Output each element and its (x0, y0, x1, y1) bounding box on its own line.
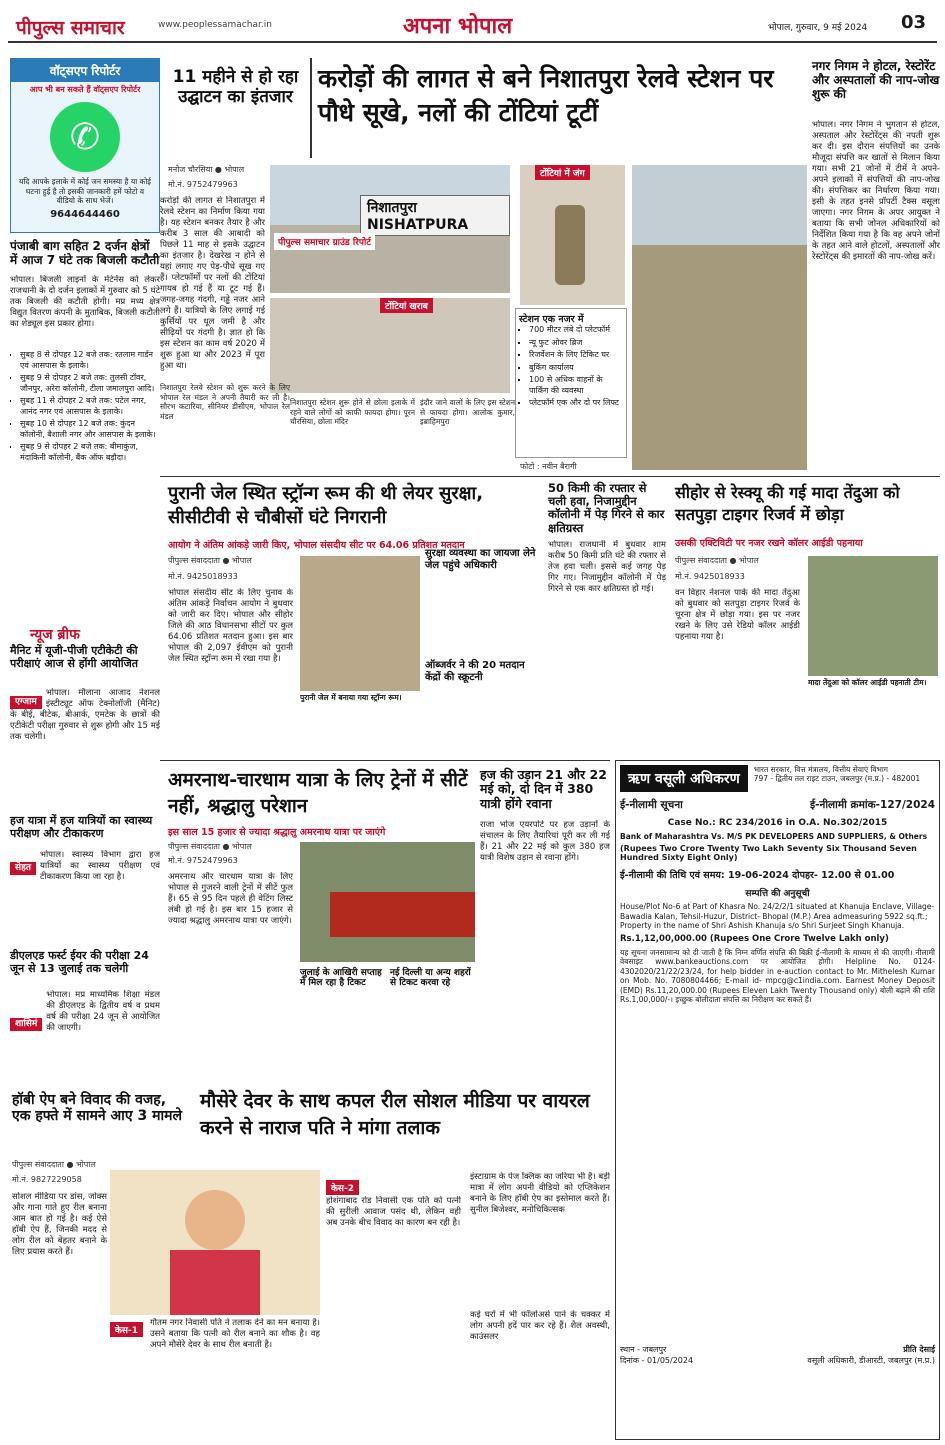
brief-headline-2: हज यात्रा में हज यात्रियों का स्वास्थ्य परीक्षण और टीकाकरण (10, 814, 153, 840)
row-rule (160, 476, 940, 477)
ad-title: ऋण वसूली अधिकरण (620, 765, 748, 792)
reel-headline: मौसेरे देवर के साथ कपल रील सोशल मीडिया पर वायरल करने से नाराज पति ने मांगा तलाक (200, 1090, 590, 1139)
amar-sub2: नई दिल्ली या अन्य शहरों से टिकट करवा रहे (390, 968, 471, 989)
leopard-body: वन विहार नेशनल पार्क की मादा तेंदुआ को बुधवार को सतपुड़ा टाइगर रिजर्व के चूरना क्षेत्र में छोड़ा गया। इस पर नजर रखने के लिए उसे रेडियो कॉलर आईडी पहनाया गया है। (675, 588, 800, 642)
quote-1: निशातपुरा रेलवे स्टेशन को शुरू करने के लिए भोपाल रेल मंडल ने अपनी तैयारी कर ली है। सौरभ कटारिया, सीनियर डीसीएम, भोपाल रेल मंडल (160, 383, 290, 421)
tag-board: शासिमं (10, 1018, 42, 1031)
train-photo (300, 842, 475, 962)
brief-body-3: शासिमं भोपाल। मप्र माध्यमिक शिक्षा मंडल की डीएलएड के द्वितीय वर्ष व प्रथम वर्ष की परीक्षा 24 जून से आयोजित की जाएगी। (10, 990, 160, 1085)
hajj-headline: हज की उड़ान 21 और 22 मई को, दो दिन में 380 यात्री होंगे रवाना (480, 767, 607, 811)
brief-headline-1: मैनिट में यूजी-पीजी एटीकेटी की परीक्षाएं आज से होंगी आयोजित (10, 644, 139, 670)
reel-illustration (110, 1170, 320, 1315)
news-brief-title: न्यूज ब्रीफ (30, 627, 80, 643)
leopard-caption: मादा तेंदुआ को कॉलर आईडी पहनाती टीम। (808, 678, 927, 687)
list-item: ▪ सुबह 9 से दोपहर 2 बजे तक: तुलसी टॉवर, जौनपुर, अरेरा कॉलोनी, टीला जमालपुरा आदि। (20, 373, 160, 394)
section-title: अपना भोपाल (403, 14, 513, 39)
jail-sub2: ऑब्जर्वर ने की 20 मतदान केंद्रों की स्क्रूटनी (425, 660, 525, 683)
strong-room-photo (300, 556, 420, 691)
whatsapp-title: वॉट्सएप रिपोर्टर (11, 59, 159, 82)
station-photo (270, 165, 510, 293)
row-rule-2 (160, 760, 610, 761)
jail-body: भोपाल संसदीय सीट के लिए चुनाव के अंतिम आंकड़े निर्वाचन आयोग ने बुधवार को जारी कर दिए। भोपाल और सीहोर जिले की आठ विधानसभा सीटों पर कुल 64.06 प्रतिशत मतदान हुआ। इस बार भोपाल की 2,097 ईवीएम को पुरानी जेल स्थित स्ट्रॉन्ग रूम में रखा गया है। (168, 588, 293, 664)
list-item: ▪ प्लेटफॉर्म एक और दो पर लिफ्ट (529, 398, 623, 409)
amar-headline: अमरनाथ-चारधाम यात्रा के लिए ट्रेनों में सीटें नहीं, श्रद्धालु परेशान (168, 769, 468, 817)
ad-date: ई-नीलामी की तिथि एवं समय: 19-06-2024 दोपहर- 12.00 से 01.00 (620, 870, 895, 881)
jail-headline: पुरानी जेल स्थित स्ट्रॉन्ग रूम की थी लेयर सुरक्षा, सीसीटीवी से चौबीसों घंटे निगरानी (168, 483, 484, 529)
masthead-rule (8, 41, 937, 43)
ad-bank: Bank of Maharashtra Vs. M/S PK DEVELOPERS AND SUPPLIERS, & Others (620, 832, 928, 841)
ad-place: स्थान - जबलपुर (620, 1344, 667, 1354)
reel-case2: होशंगाबाद रोड निवासी एक पति को पत्नी की सुरीली आवाज पसंद थी, लेकिन वही अब उनके बीच विवाद का कारण बन रही है। (326, 1196, 461, 1228)
paper-name: पीपुल्स समाचार (16, 17, 125, 39)
jail-deck: आयोग ने अंतिम आंकड़े जारी किए, भोपाल संसदीय सीट पर 64.06 प्रतिशत मतदान (168, 540, 465, 551)
site-url[interactable]: www.peoplessamachar.in (158, 20, 272, 30)
wind-headline: 50 किमी की रफ्तार से चली हवा, निजामुद्दीन कॉलोनी में पेड़ गिरने से कार क्षतिग्रस्त (548, 481, 665, 535)
ad-notice: ई-नीलामी सूचना (620, 799, 683, 811)
reel-body: गौतम नगर निवासी पति ने तलाक देने का मन बनाया है। उसने बताया कि पत्नी को रील बनाने का शौक है। वह अपने मौसेरे देवर के साथ रील बनाती है। (150, 1318, 320, 1350)
station-facts (515, 308, 627, 458)
case-1-tag: केस-1 (110, 1322, 143, 1337)
dry-plants-photo (632, 165, 807, 470)
jail-byline: पीपुल्स संवाददाता ● भोपाल (168, 556, 252, 565)
station-sign: निशातपुरा NISHATPURA (360, 195, 510, 236)
brief-body-2: सेहत भोपाल। स्वास्थ्य विभाग द्वारा हज यात्रियों का स्वास्थ्य परीक्षण एवं टीकाकरण किया जा रहा है। (10, 850, 160, 945)
list-item: ▪ रिजर्वेशन के लिए टिकिट घर (529, 350, 623, 361)
tag-rust: टोंटियां में जंग (535, 165, 590, 180)
list-item: ▪ 100 से अधिक वाहनों के पार्किंग की व्यवस्था (529, 375, 623, 396)
list-item: ▪ 700 मीटर लंबे दो प्लेटफॉर्म (529, 325, 623, 336)
leopard-deck: उसकी एक्टिविटी पर नजर रखने कॉलर आईडी पहनाया (675, 538, 863, 549)
issue-date: भोपाल, गुरुवार, 9 मई 2024 (768, 23, 868, 33)
tag-broken: टोंटियां खराब (380, 298, 433, 313)
hobby-phone: मो.नं. 9827229058 (12, 1175, 82, 1184)
list-item: ▪ सुबह 11 से दोपहर 2 बजे तक: पटेल नगर, आनंद नगर एवं आसपास के इलाके। (20, 396, 160, 417)
amar-byline: पीपुल्स संवाददाता ● भोपाल (168, 842, 252, 851)
facts-title: स्टेशन एक नजर में (519, 314, 584, 325)
whatsapp-body: यदि आपके इलाके में कोई जन समस्या है या कोई घटना हुई है तो इसकी जानकारी हमें फोटो व वीडियो के साथ भेजें। (19, 177, 151, 205)
nn-headline: नगर निगम ने होटल, रेस्टोरेंट और अस्पतालों की नाप-जोख शुरू की (812, 59, 940, 101)
drt-notice (615, 760, 940, 1440)
whatsapp-icon: ✆ (50, 102, 120, 172)
main-kicker: 11 महीने से हो रहा उद्घाटन का इंतजार (172, 67, 299, 107)
ad-body: यह सूचना जनसामान्य को दी जाती है कि निम्न वर्णित संपत्ति की बिक्री ई-नीलामी के माध्यम से की जाएगी। नीलामी वेबसाइट www.bankeauctions.com पर आयोजित होगी। Helpline No. 0124-4302020/21/22/23/24, for help bidder in e-auction contact to Mr. Mithelesh Kumar on Mob. No. 7080804466; E-mail id- mpcg@c1india.com. Earnest Money Deposit (EMD) Rs.11,20,000.00 (Rupees Eleven Lakh Twenty Thousand only) बोली बढ़ाने की राशि Rs.1,00,000/-। इच्छुक बोलीदाता संपत्ति का निरीक्षण कर सकते हैं। (620, 947, 935, 1004)
amar-deck: इस साल 15 हजार से ज्यादा श्रद्धालु अमरनाथ यात्रा पर जाएंगे (168, 827, 386, 838)
ad-amount: (Rupees Two Crore Twenty Two Lakh Seventy Six Thousand Seven Hundred Sixty Eight Only) (620, 844, 917, 862)
quote-3: इंदौर जाने वालों के लिए इस स्टेशन से फायदा होगा। आलोक कुमार, इब्राहिमपुरा (420, 398, 515, 426)
ad-number: ई-नीलामी क्रमांक-127/2024 (809, 799, 935, 811)
power-schedule (10, 350, 160, 610)
tap-photo (520, 165, 625, 305)
ad-reserve: Rs.1,12,00,000.00 (Rupees One Crore Twelve Lakh only) (620, 933, 889, 944)
photo-credit: फोटो : नवीन बैरागी (520, 462, 577, 471)
main-headline: करोड़ों की लागत से बने निशातपुरा रेलवे स्टेशन पर पौधे सूखे, नलों की टोंटियां टूटीं (318, 64, 774, 127)
whatsapp-subtitle: आप भी बन सकते हैं वॉट्सएप रिपोर्टर (29, 85, 141, 94)
list-item: ▪ सुबह 8 से दोपहर 12 बजे तक: रतलाम गार्डन एवं आसपास के इलाके। (20, 350, 160, 371)
list-item: ▪ बुकिंग कार्यालय (529, 363, 623, 374)
list-item: ▪ न्यू फुट ओवर ब्रिज (529, 338, 623, 349)
main-byline: मनोज चौरसिया ● भोपाल (168, 165, 245, 174)
case-2-tag: केस-2 (326, 1180, 359, 1195)
whatsapp-box (10, 58, 160, 233)
wind-body: भोपाल। राजधानी में बुधवार शाम करीब 50 किमी प्रति घंटे की रफ्तार से तेज हवा चली। इससे कई जगह पेड़ गिर गए। निजामुद्दीन कॉलोनी में पेड़ गिरने से एक कार क्षतिग्रस्त हो गई। (548, 540, 666, 594)
hobby-body: सोशल मीडिया पर डांस, जोक्स और गाना गाते हुए रील बनाना आम बात हो गई है। कई ऐसे हॉबी ऐप हैं, जिनकी मदद से लोग रील को बेहतर बनाने के लिए प्रयास करते हैं। (12, 1192, 107, 1257)
leopard-photo (808, 556, 938, 676)
brief-headline-3: डीएलएड फर्स्ट ईयर की परीक्षा 24 जून से 13 जुलाई तक चलेगी (10, 949, 149, 975)
quote-2: निशातपुरा स्टेशन शुरू होने से छोला इलाके में रहने वाले लोगों को काफी फायदा होगा। पूरन चौरसिया, छोला मंदिर (290, 398, 415, 426)
ad-dated: दिनांक - 01/05/2024 (620, 1355, 694, 1365)
amar-phone: मो.नं. 9752479963 (168, 856, 238, 865)
basin-photo (270, 298, 510, 393)
list-item: ▪ सुबह 9 से दोपहर 2 बजे तक: बीमाकुंज, मंदाकिनी कॉलोनी, बैंक ऑफ बड़ौदा। (20, 442, 160, 463)
hobby-byline: पीपुल्स संवाददाता ● भोपाल (12, 1160, 96, 1169)
jail-phone: मो.नं. 9425018933 (168, 572, 238, 581)
ad-case: Case No.: RC 234/2016 in O.A. No.302/2015 (667, 818, 888, 828)
leopard-phone: मो.नं. 9425018933 (675, 572, 745, 581)
list-item: ▪ सुबह 10 से दोपहर 12 बजे तक: कुंदन कॉलोनी, बैशाली नगर और आसपास के इलाके। (20, 419, 160, 440)
ad-property: House/Plot No-6 at Part of Khasra No. 24/2/2/1 situated at Khanuja Enclave, Village- Bawadia Kalan, Tehsil-Huzur, District- Bhopal (M.P.) Area admeasuring 5922 sq.ft.; Property in the name of Shri Ashish Khanuja s/o Shri Surjeet Singh Khanuja. (620, 902, 935, 930)
ground-report-label: पीपुल्स समाचार ग्राउंड रिपोर्ट (274, 233, 375, 250)
main-body: करोड़ों की लागत से निशातपुरा में रेलवे स्टेशन का निर्माण किया गया है। यह स्टेशन बनकर तैयार है और करीब 3 साल की आबादी को पिछले 11 माह से इसके उद्घाटन का इंतजार है। देखरेख न होने से यहां लगाए गए पेड़-पौधे सूख गए हैं। प्लेटफॉर्मों पर नलों की टोंटियां गायब हो गई हैं या टूट गई हैं। जगह-जगह गंदगी, गड्ढे नजर आने लगे हैं। यात्रियों के लिए लगाई गई कुर्सियों पर धूल जमी है और सीढ़ियों पर गंदगी है। ज्ञात हो कि इस स्टेशन का काम वर्ष 2020 में शुरू हुआ था और 2023 में पूरा हुआ था। (160, 196, 265, 371)
amar-sub1: जुलाई के आखिरी सप्ताह में मिल रहा है टिकट (300, 968, 382, 989)
whatsapp-number[interactable]: 9644644460 (50, 208, 120, 220)
brief-body-1: एग्जाम भोपाल। मौलाना आजाद नेशनल इंस्टीट्यूट ऑफ टेक्नोलॉजी (मैनिट) के बीई, बीटेक, बीआर्क, एमटेक के छात्रों की एटीकेटी परीक्षा गुरुवार से शुरू होगी और 15 मई तक चलेगी। (10, 688, 160, 742)
tag-exam: एग्जाम (10, 696, 42, 709)
headline-divider (310, 58, 312, 158)
masthead (8, 6, 937, 40)
main-phone: मो.नं. 9752479963 (168, 180, 238, 189)
hajj-body: राजा भोज एयरपोर्ट पर हज उड़ानों के संचालन के लिए तैयारियां पूरी कर ली गई हैं। 21 और 22 मई को कुल 380 हज यात्री विशेष उड़ान से रवाना होंगे। (480, 820, 610, 863)
reel-expert-1: इंस्टाग्राम के पेज क्लिक का जरिया भी है। बड़ी मात्रा में लोग अपनी वीडियो को एप्लिकेशन बनाने के लिए हॉबी ऐप का इस्तेमाल करते हैं। सुनील बिजेश्वर, मनोचिकित्सक (470, 1172, 610, 1215)
power-headline: पंजाबी बाग सहित 2 दर्जन क्षेत्रों में आज 7 घंटे तक बिजली कटौती (10, 239, 160, 267)
reel-expert-2: कई घरों में भी फॉलोअर्स पाने के चक्कर में लोग अपनी हदें पार कर रहे हैं। शैल अवस्थी, काउंसलर (470, 1310, 610, 1342)
jail-caption: पुरानी जेल में बनाया गया स्ट्रॉन्ग रूम। (300, 693, 402, 702)
ad-officer-title: वसूली अधिकारी, डीआरटी, जबलपुर (म.प्र.) (807, 1355, 935, 1365)
jail-sub1: सुरक्षा व्यवस्था का जायजा लेने जेल पहुंचे अधिकारी (425, 548, 536, 571)
page-number: 03 (901, 12, 927, 33)
tag-health: सेहत (10, 862, 36, 875)
amar-body: अमरनाथ और चारधाम यात्रा के लिए भोपाल से गुजरने वाली ट्रेनों में सीटें फुल हैं। 65 से 95 दिन पहले ही वेटिंग लिस्ट लंबी हो गई है। इस बार 15 हजार से ज्यादा श्रद्धालु अमरनाथ यात्रा पर जाएंगे। (168, 872, 293, 926)
ad-officer: प्रीति देसाई (903, 1344, 935, 1354)
ad-schedule: सम्पत्ति की अनुसूची (745, 889, 810, 899)
ad-sub: भारत सरकार, वित्त मंत्रालय, वित्तीय सेवाएं विभाग 797 - द्वितीय तल राइट टाउन, जबलपुर (म.प्र.) - 482001 (753, 765, 921, 783)
leopard-byline: पीपुल्स संवाददाता ● भोपाल (675, 556, 759, 565)
nn-body: भोपाल। नगर निगम ने भुगतान से होटल, अस्पताल और रेस्टोरेंट्स की नपती शुरू कर दी। इस दौरान संपत्तियों का उनके मौजूदा संपत्ति कर खातों से मिलान किया गया। सभी 21 जोनों में टीमें ने अपने-अपने इलाकों में संपत्तियों की नाप-जोख की। संपत्तिकर का निर्धारण किया गया। इसी के तहत इनसे प्रॉपर्टी टैक्स वसूला जाएगा। नगर निगम के अपर आयुक्त ने बताया कि सभी जोनल अधिकारियों को निर्देशित किया गया है कि वह अपने जोनों के तहत आने वाले होटलों, अस्पतालों और रेस्टोरेंट्स की इमारतों की नाप-जोख करें। (812, 120, 940, 262)
leopard-headline: सीहोर से रेस्क्यू की गई मादा तेंदुआ को सतपुड़ा टाइगर रिजर्व में छोड़ा (675, 483, 900, 525)
hobby-headline: हॉबी ऐप बने विवाद की वजह, एक हफ्ते में सामने आए 3 मामले (12, 1092, 182, 1125)
power-body: भोपाल। बिजली लाइनों के मेंटेनेंस को लेकर राजधानी के दो दर्जन इलाकों में गुरुवार को 5 घंटे तक बिजली की कटौती होगी। मप्र मध्य क्षेत्र विद्युत वितरण कंपनी के मुताबिक, बिजली कटौती का शेड्यूल इस प्रकार होगा। (10, 275, 160, 329)
